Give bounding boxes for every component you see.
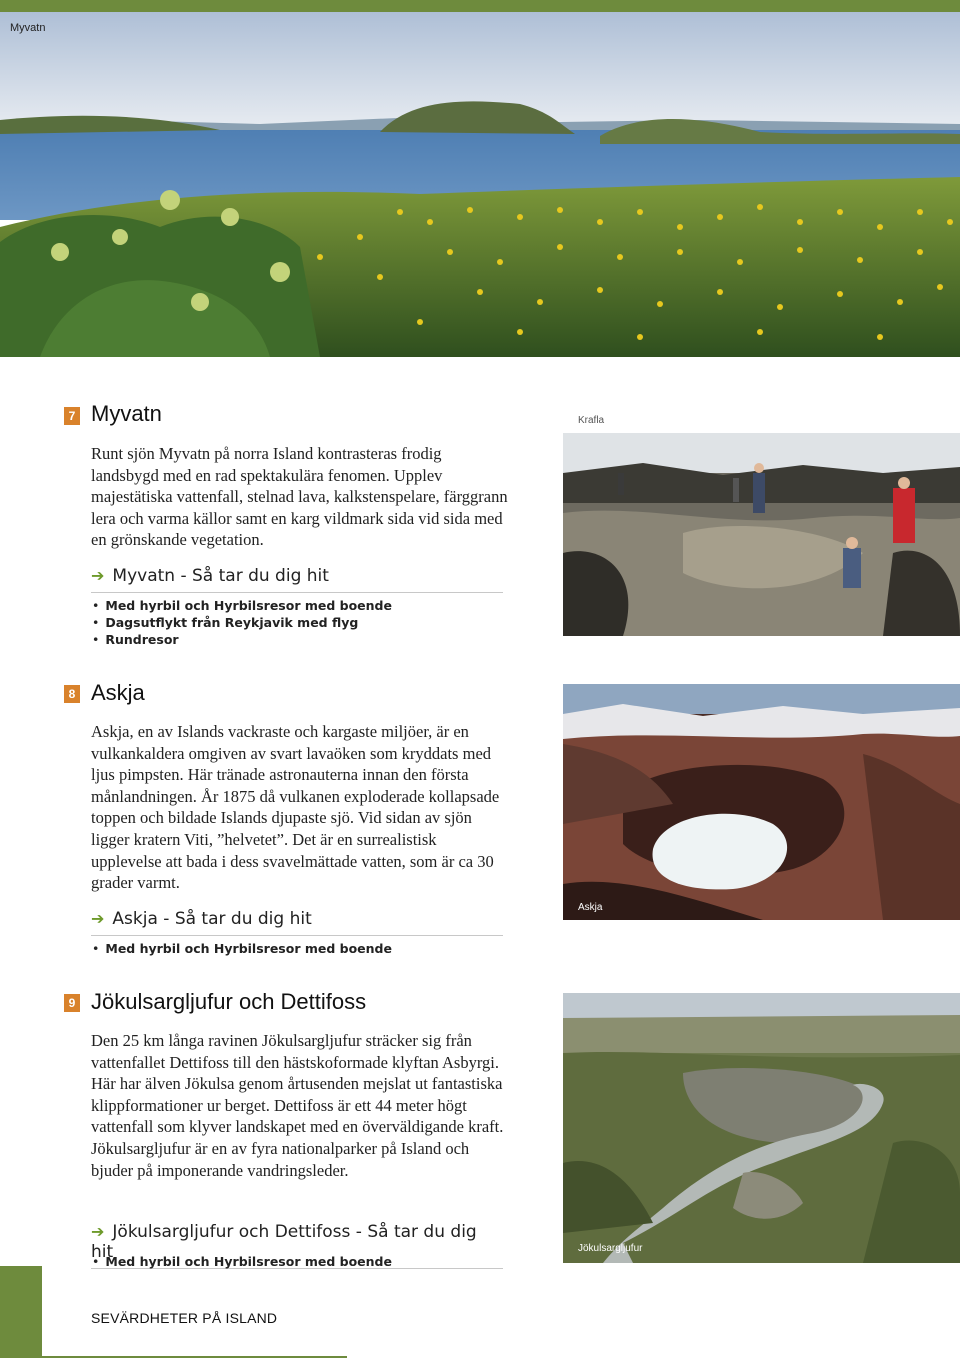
list-item[interactable]: • Med hyrbil och Hyrbilsresor med boende [92, 1253, 392, 1270]
list-item[interactable]: • Med hyrbil och Hyrbilsresor med boende [92, 940, 392, 957]
body-paragraph: Askja, en av Islands vackraste och kargaste miljöer, är en vulkankaldera omgiven av svart lavaöken som kryddats med ljus pimpsten. Här tränade astronauterna innan den första månlandningen. År 1875 då vulkanen exploderade kollapsade toppen och bildade Islands djupaste sjö. Vid sidan av sjön ligger kratern Viti, ”helvetet”. Det är en surrealistisk upplevelse att bada i dess svavelmättade vatten, som är ca 30 grader varmt. [91, 722, 500, 893]
footer-title: SEVÄRDHETER PÅ ISLAND [91, 1310, 278, 1326]
how-to-label: Myvatn - Så tar du dig hit [112, 566, 329, 586]
travel-options-list [92, 940, 392, 957]
list-item[interactable]: • Med hyrbil och Hyrbilsresor med boende [92, 597, 392, 614]
how-to-get-there-link[interactable] [91, 566, 503, 593]
section-body [91, 443, 511, 551]
how-to-label: Askja - Så tar du dig hit [112, 909, 312, 929]
arrow-right-icon: ➔ [91, 1222, 105, 1241]
list-item[interactable]: • Rundresor [92, 631, 392, 648]
section-title: Myvatn [91, 401, 162, 426]
photo-jokulsargljufur [563, 993, 960, 1263]
photo-caption-askja: Askja [578, 902, 603, 913]
photo-krafla [563, 433, 960, 636]
how-to-get-there-link[interactable] [91, 909, 503, 936]
section-body [91, 721, 511, 894]
section-number-badge: 8 [64, 685, 80, 703]
section-title: Askja [91, 680, 145, 705]
section-number-badge: 9 [64, 994, 80, 1012]
travel-options-list [92, 597, 392, 648]
body-paragraph: Jökulsargljufur är en av fyra nationalparker på Island och bjuder på imponerande vandringsleder. [91, 1138, 470, 1180]
how-to-label: Jökulsargljufur och Dettifoss - Så tar du dig hit [91, 1222, 477, 1262]
hero-photo-caption: Myvatn [10, 22, 46, 34]
page-edge-bar [0, 1266, 42, 1358]
photo-askja [563, 684, 960, 920]
hero-photo-myvatn [0, 12, 960, 357]
section-title: Jökulsargljufur och Dettifoss [91, 989, 367, 1014]
arrow-right-icon: ➔ [91, 909, 105, 928]
arrow-right-icon: ➔ [91, 566, 105, 585]
section-body [91, 1030, 511, 1181]
body-paragraph: Runt sjön Myvatn på norra Island kontrasteras frodig landsbygd med en rad spektakulära fenomen. Upplev majestätiska vattenfall, stelnad lava, kalkstenspelare, färggrann lera och varma källor samt en karg vildmark sida vid sida med en grönskande vegetation. [91, 444, 508, 550]
top-color-bar [0, 0, 960, 12]
body-paragraph: Den 25 km långa ravinen Jökulsargljufur sträcker sig från vattenfallet Dettifoss till den hästskoformade klyftan Asbyrgi. Här har älven Jökulsa genom årtusenden mejslat ut fantastiska klippformationer ur berget. Dettifoss är ett 44 meter högt vattenfall som klyver landskapet med en överväldigande kraft. [91, 1031, 504, 1137]
photo-caption-jokulsargljufur: Jökulsargljufur [578, 1243, 643, 1254]
section-number-badge: 7 [64, 407, 80, 425]
photo-caption-krafla: Krafla [578, 415, 605, 426]
travel-options-list [92, 1253, 392, 1270]
list-item[interactable]: • Dagsutflykt från Reykjavik med flyg [92, 614, 392, 631]
